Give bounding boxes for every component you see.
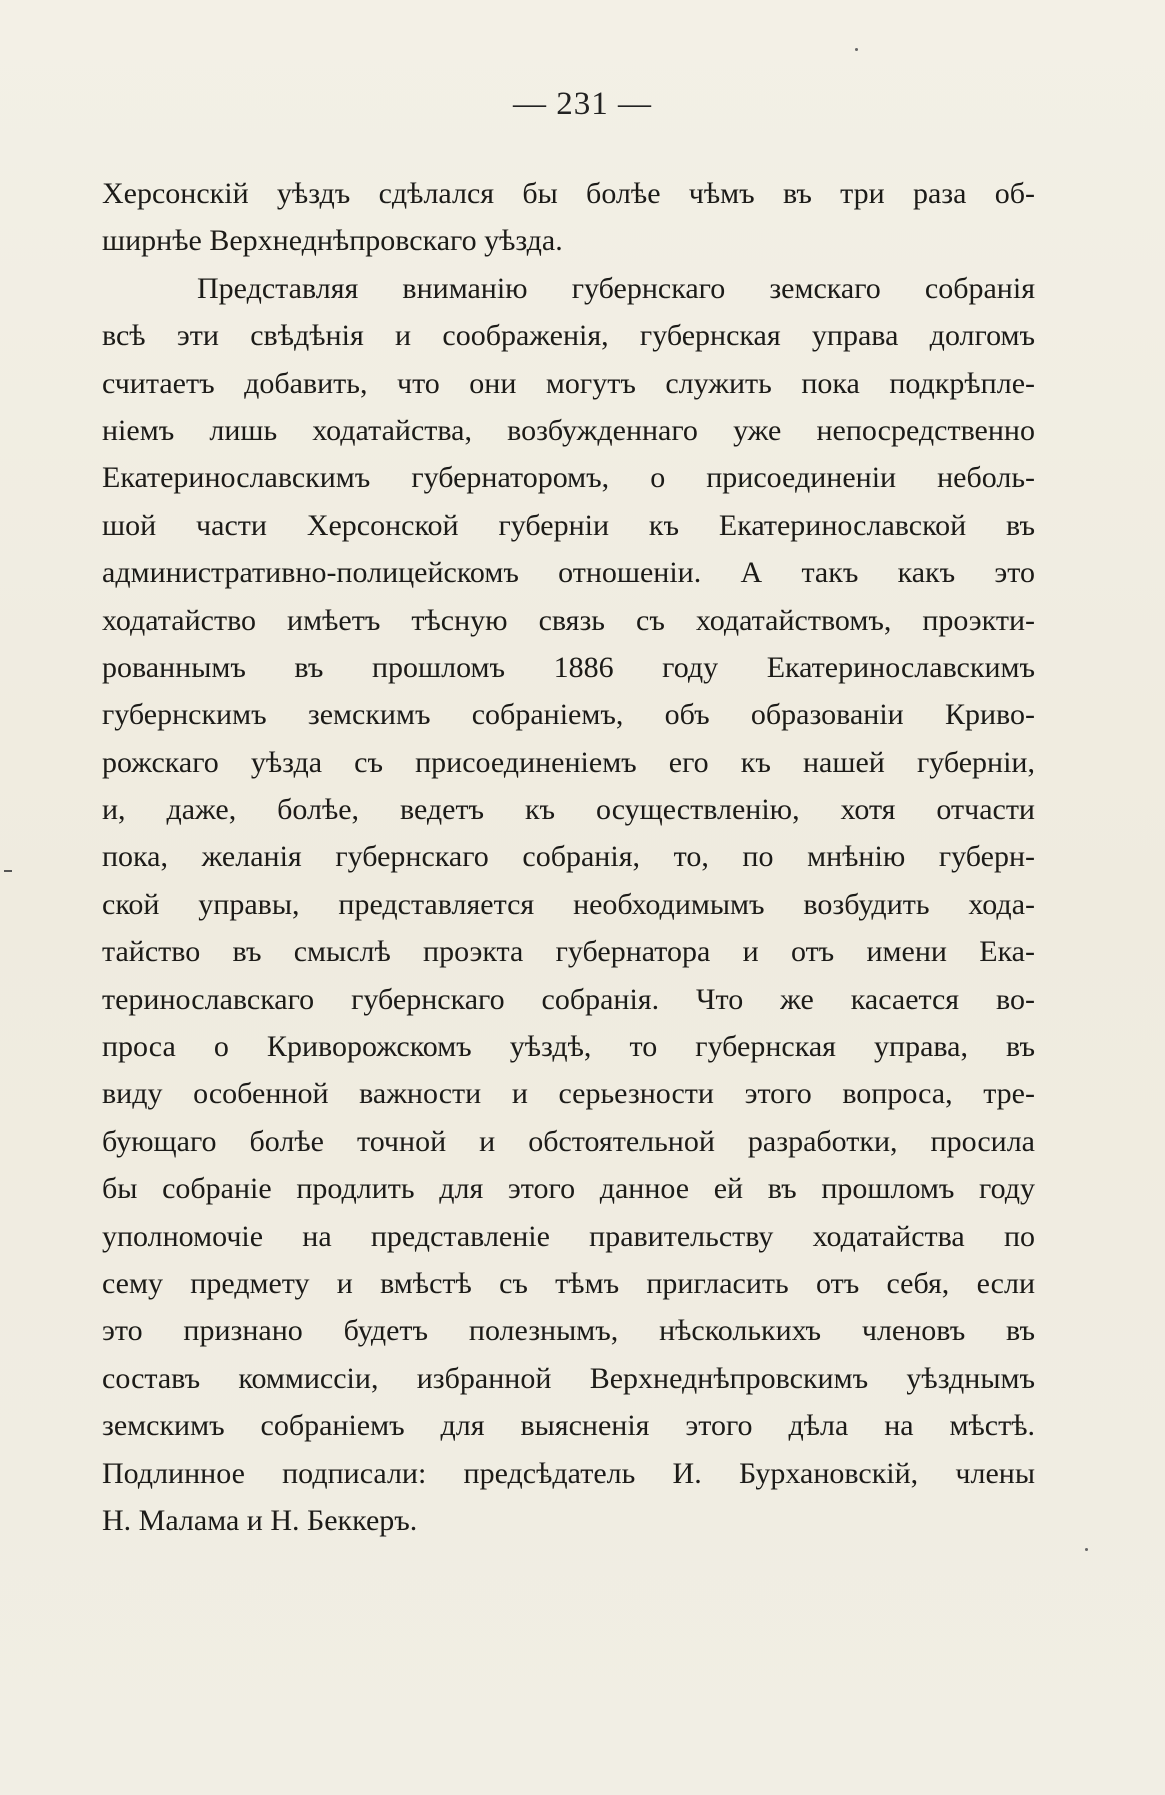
- text-line: всѣ эти свѣдѣнія и соображенія, губернская управа долгомъ: [102, 319, 1035, 353]
- text-line: шой части Херсонской губерніи къ Екатеринославской въ: [102, 508, 1035, 542]
- text-line: рожскаго уѣзда съ присоединеніемъ его къ нашей губерніи,: [102, 745, 1035, 779]
- text-line: и, даже, болѣе, ведетъ къ осуществленію, хотя отчасти: [102, 793, 1035, 827]
- text-line: рованнымъ въ прошломъ 1886 году Екатеринославскимъ: [102, 650, 1035, 684]
- text-line: земскимъ собраніемъ для выясненія этого дѣла на мѣстѣ.: [102, 1409, 1035, 1443]
- text-line: ніемъ лишь ходатайства, возбужденнаго уже непосредственно: [102, 413, 1035, 447]
- text-line: пока, желанія губернскаго собранія, то, по мнѣнію губерн-: [102, 840, 1035, 874]
- scan-mark: [4, 870, 12, 872]
- text-line: ской управы, представляется необходимымъ возбудить хода-: [102, 887, 1035, 921]
- body-text: [102, 170, 1035, 1544]
- text-line: теринославскаго губернскаго собранія. Что же касается во-: [102, 982, 1035, 1016]
- page-number: — 231 —: [513, 86, 652, 122]
- text-line: составъ коммиссіи, избранной Верхнеднѣпровскимъ уѣзднымъ: [102, 1361, 1035, 1395]
- text-line: считаетъ добавить, что они могутъ служить пока подкрѣпле-: [102, 366, 1035, 400]
- text-line: административно-полицейскомъ отношеніи. А такъ какъ это: [102, 556, 1035, 590]
- text-line: губернскимъ земскимъ собраніемъ, объ образованіи Криво-: [102, 698, 1035, 732]
- text-line: сему предмету и вмѣстѣ съ тѣмъ пригласить отъ себя, если: [102, 1266, 1035, 1300]
- text-line: уполномочіе на представленіе правительству ходатайства по: [102, 1219, 1035, 1253]
- text-line: проса о Криворожскомъ уѣздѣ, то губернская управа, въ: [102, 1030, 1035, 1064]
- text-line: Херсонскій уѣздъ сдѣлался бы болѣе чѣмъ въ три раза об-: [102, 177, 1035, 210]
- text-line: ходатайство имѣетъ тѣсную связь съ ходатайствомъ, проэкти-: [102, 603, 1035, 637]
- text-line: бующаго болѣе точной и обстоятельной разработки, просила: [102, 1124, 1035, 1158]
- text-line: Подлинное подписали: предсѣдатель И. Бурхановскій, члены: [102, 1456, 1035, 1490]
- text-line: Екатеринославскимъ губернаторомъ, о присоединеніи неболь-: [102, 461, 1035, 495]
- text-line: ширнѣе Верхнеднѣпровскаго уѣзда.: [102, 224, 563, 258]
- text-line: виду особенной важности и серьезности этого вопроса, тре-: [102, 1077, 1035, 1111]
- scan-speck: [1085, 1548, 1088, 1551]
- text-line: тайство въ смыслѣ проэкта губернатора и отъ имени Ека-: [102, 935, 1035, 969]
- text-line: Представляя вниманію губернскаго земскаго собранія: [197, 271, 1035, 305]
- scan-speck: [855, 48, 858, 51]
- text-line: это признано будетъ полезнымъ, нѣсколькихъ членовъ въ: [102, 1314, 1035, 1348]
- text-line: бы собраніе продлить для этого данное ей въ прошломъ году: [102, 1172, 1035, 1206]
- text-line: Н. Малама и Н. Беккеръ.: [102, 1503, 418, 1537]
